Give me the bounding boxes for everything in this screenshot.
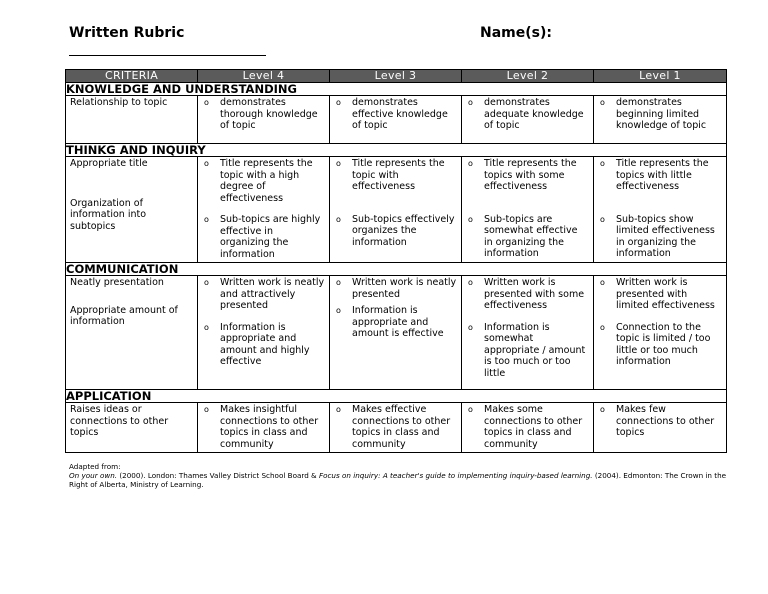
bullet-icon: o xyxy=(600,322,605,332)
level-3-cell xyxy=(330,96,462,144)
descriptor: o Written work is neatly and attractively presented xyxy=(204,277,325,311)
descriptor: o Information is somewhat appropriate / amount is too much or too little xyxy=(468,321,586,379)
bullet-icon: o xyxy=(336,278,341,287)
table-row xyxy=(66,157,727,263)
bullet-icon: o xyxy=(336,405,341,414)
bullet-icon: o xyxy=(468,214,473,224)
table-row xyxy=(66,403,727,453)
bullet-icon: o xyxy=(336,98,341,107)
descriptor: o Written work is neatly presented xyxy=(336,277,457,300)
descriptor: o Title represents the topic with a high degree of effectiveness xyxy=(204,158,313,204)
descriptor: o Sub-topics show limited effectiveness in organizing the information xyxy=(600,213,715,259)
descriptor: o Connection to the topic is limited / too little or too much information xyxy=(600,321,711,367)
criteria-cell xyxy=(66,96,198,144)
bullet-icon: o xyxy=(336,159,341,168)
bullet-icon: o xyxy=(336,306,341,315)
descriptor: o Information is appropriate and amount and highly effective xyxy=(204,321,310,367)
descriptor: o Sub-topics are highly effective in organizing the information xyxy=(204,214,321,260)
bullet-icon: o xyxy=(468,278,473,287)
descriptor: o Makes effective connections to other topics in class and community xyxy=(336,404,451,450)
level-2-cell xyxy=(462,157,594,263)
level-4-cell xyxy=(198,276,330,390)
descriptor: o Makes few connections to other topics xyxy=(600,404,715,438)
bullet-icon: o xyxy=(468,98,473,107)
level-3-cell xyxy=(330,403,462,453)
section-heading-row xyxy=(66,144,727,157)
table-row xyxy=(66,276,727,390)
source-details-1: (2000). London: Thames Valley District School Board & xyxy=(117,471,319,480)
section-heading-row xyxy=(66,263,727,276)
names-label: Name(s): xyxy=(480,25,552,41)
bullet-icon: o xyxy=(204,405,209,414)
bullet-icon: o xyxy=(600,278,605,287)
criterion: Raises ideas or connections to other topics xyxy=(70,404,169,438)
section-heading-row xyxy=(66,83,727,96)
criterion: Relationship to topic xyxy=(70,97,168,108)
criteria-cell xyxy=(66,403,198,453)
descriptor: o demonstrates adequate knowledge of topic xyxy=(468,97,584,131)
bullet-icon: o xyxy=(204,98,209,107)
bullet-icon: o xyxy=(600,214,605,224)
bullet-icon: o xyxy=(600,405,605,414)
section-heading: KNOWLEDGE AND UNDERSTANDING xyxy=(66,83,727,96)
source-title-2: Focus on inquiry: A teacher's guide to implementing inquiry-based learning. xyxy=(318,471,593,480)
section-heading: COMMUNICATION xyxy=(66,263,727,276)
header-row xyxy=(66,70,727,83)
adapted-from-label: Adapted from: xyxy=(69,462,121,471)
level-3-cell xyxy=(330,276,462,390)
column-header-criteria: CRITERIA xyxy=(66,70,198,83)
descriptor: o Makes insightful connections to other topics in class and community xyxy=(204,404,319,450)
criterion: Neatly presentation xyxy=(70,277,164,288)
descriptor: o Written work is presented with some effectiveness xyxy=(468,277,585,311)
descriptor: o demonstrates beginning limited knowledge of topic xyxy=(600,97,707,131)
section-heading: APPLICATION xyxy=(66,390,727,403)
rubric-table xyxy=(65,69,727,453)
descriptor: o Written work is presented with limited effectiveness xyxy=(600,277,715,311)
document-title: Written Rubric xyxy=(69,25,185,41)
criteria-cell xyxy=(66,157,198,263)
bullet-icon: o xyxy=(336,214,341,224)
descriptor: o Title represents the topic with effectiveness xyxy=(336,158,445,192)
column-header-level-1: Level 1 xyxy=(594,70,727,83)
descriptor: o Information is appropriate and amount is effective xyxy=(336,305,444,339)
name-underline xyxy=(69,55,266,56)
descriptor: o Title represents the topics with little effectiveness xyxy=(600,158,709,192)
bullet-icon: o xyxy=(468,405,473,414)
bullet-icon: o xyxy=(468,322,473,332)
level-4-cell xyxy=(198,157,330,263)
bullet-icon: o xyxy=(204,159,209,168)
column-header-level-4: Level 4 xyxy=(198,70,330,83)
level-2-cell xyxy=(462,403,594,453)
table-row xyxy=(66,96,727,144)
descriptor: o Makes some connections to other topics in class and community xyxy=(468,404,583,450)
source-details-2: (2004). Edmonton: The Crown in the Right of Alberta, Ministry of Learning. xyxy=(69,471,727,489)
level-1-cell xyxy=(594,403,727,453)
bullet-icon: o xyxy=(600,159,605,168)
level-4-cell xyxy=(198,403,330,453)
descriptor: o Sub-topics are somewhat effective in organizing the information xyxy=(468,213,578,259)
criteria-cell xyxy=(66,276,198,390)
descriptor: o Sub-topics effectively organizes the information xyxy=(336,213,455,248)
section-heading-row xyxy=(66,390,727,403)
level-3-cell xyxy=(330,157,462,263)
criterion: Appropriate title xyxy=(70,158,148,169)
bullet-icon: o xyxy=(600,98,605,107)
source-title-1: On your own. xyxy=(69,471,118,480)
criterion: Appropriate amount of information xyxy=(70,304,178,327)
column-header-level-3: Level 3 xyxy=(330,70,462,83)
descriptor: o demonstrates effective knowledge of topic xyxy=(336,97,448,131)
level-1-cell xyxy=(594,276,727,390)
column-header-level-2: Level 2 xyxy=(462,70,594,83)
bullet-icon: o xyxy=(204,322,209,332)
level-2-cell xyxy=(462,276,594,390)
descriptor: o demonstrates thorough knowledge of topic xyxy=(204,97,318,131)
citation-footer xyxy=(69,462,731,489)
level-2-cell xyxy=(462,96,594,144)
bullet-icon: o xyxy=(204,278,209,287)
section-heading: THINKG AND INQUIRY xyxy=(66,144,727,157)
descriptor: o Title represents the topics with some effectiveness xyxy=(468,158,577,192)
bullet-icon: o xyxy=(204,215,209,224)
criterion: Organization of information into subtopics xyxy=(70,197,147,232)
citation-text xyxy=(69,471,731,489)
level-4-cell xyxy=(198,96,330,144)
bullet-icon: o xyxy=(468,159,473,168)
level-1-cell xyxy=(594,96,727,144)
level-1-cell xyxy=(594,157,727,263)
